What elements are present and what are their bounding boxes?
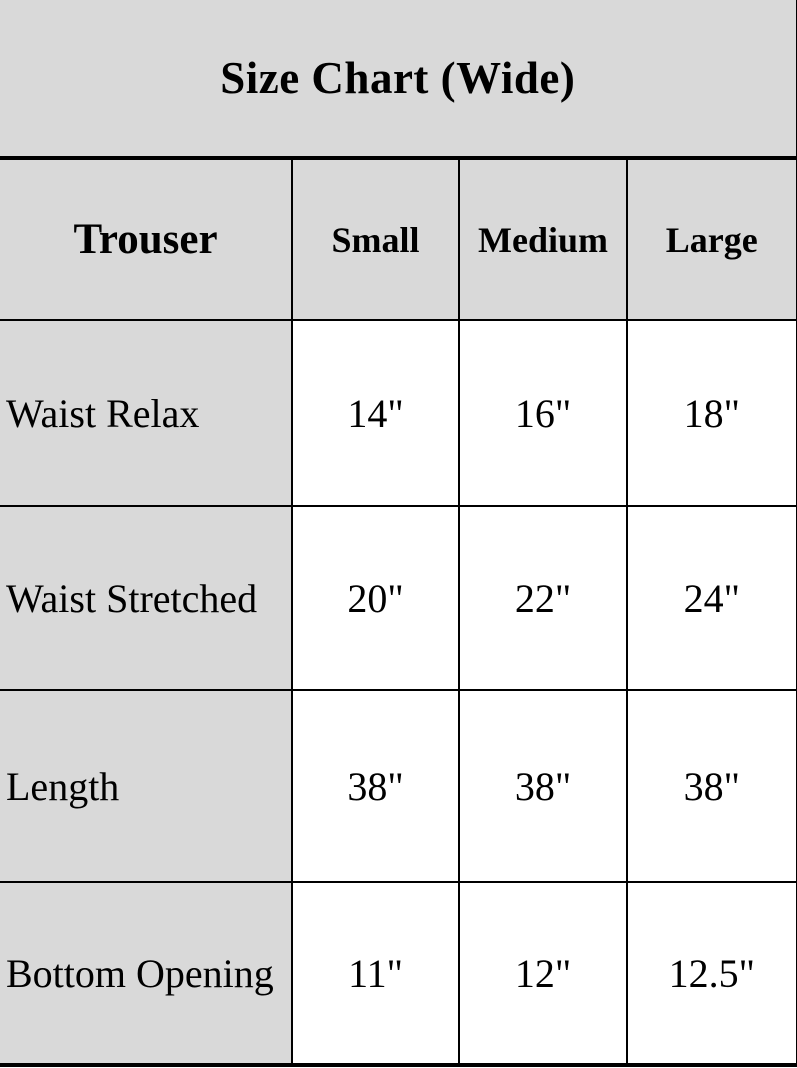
cell-value-small: 38"	[292, 690, 459, 882]
cell-value-medium: 12"	[459, 882, 627, 1065]
header-category-trouser: Trouser	[0, 158, 292, 320]
row-label: Length	[0, 690, 292, 882]
row-label: Waist Relax	[0, 320, 292, 506]
table-row-length	[0, 690, 797, 882]
row-label: Waist Stretched	[0, 506, 292, 690]
cell-value-medium: 22"	[459, 506, 627, 690]
cell-value-small: 11"	[292, 882, 459, 1065]
table-row-bottom-opening	[0, 882, 797, 1065]
cell-value-small: 14"	[292, 320, 459, 506]
table-row-waist-stretched	[0, 506, 797, 690]
header-size-small: Small	[292, 158, 459, 320]
cell-value-large: 24"	[627, 506, 797, 690]
header-row	[0, 158, 797, 320]
cell-value-small: 20"	[292, 506, 459, 690]
cell-value-medium: 16"	[459, 320, 627, 506]
row-label: Bottom Opening	[0, 882, 292, 1065]
table-row-waist-relax	[0, 320, 797, 506]
cell-value-large: 38"	[627, 690, 797, 882]
header-size-large: Large	[627, 158, 797, 320]
chart-title: Size Chart (Wide)	[0, 0, 797, 158]
header-size-medium: Medium	[459, 158, 627, 320]
cell-value-medium: 38"	[459, 690, 627, 882]
cell-value-large: 18"	[627, 320, 797, 506]
cell-value-large: 12.5"	[627, 882, 797, 1065]
title-row	[0, 0, 797, 158]
